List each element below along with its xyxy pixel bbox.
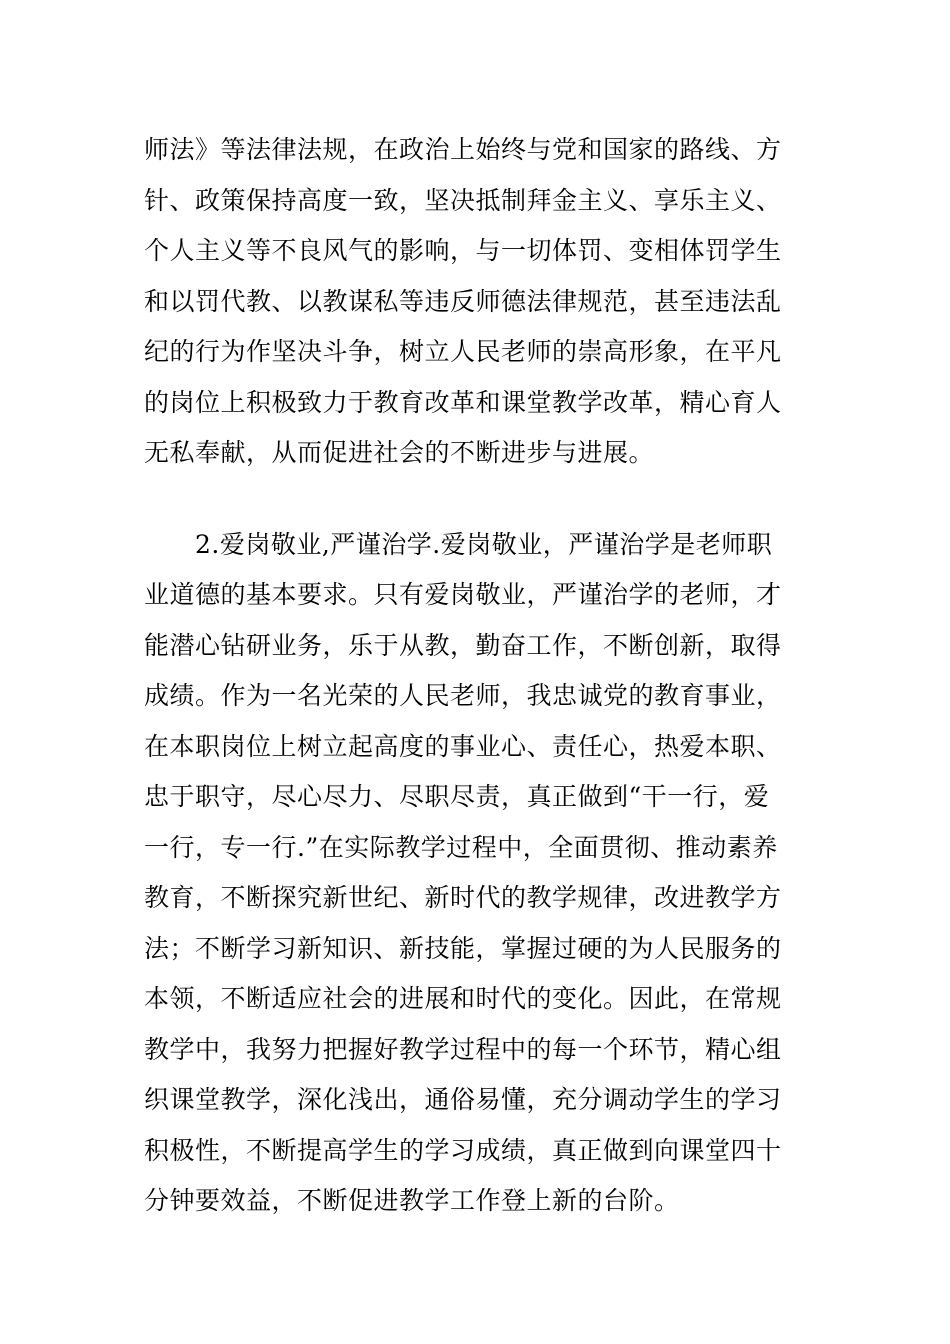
paragraph-line: 成绩。作为一名光荣的人民老师，我忠诚党的教育事业， (144, 681, 782, 710)
paragraph-line: 积极性，不断提高学生的学习成绩，真正做到向课堂四十 (144, 1136, 782, 1165)
paragraph-line: 在本职岗位上树立起高度的事业心、责任心，热爱本职、 (144, 732, 782, 761)
paragraph-line: 和以罚代教、以教谋私等违反师德法律规范，甚至违法乱 (144, 287, 782, 316)
paragraph-line: 本领，不断适应社会的进展和时代的变化。因此，在常规 (144, 984, 782, 1013)
paragraph-line: 针、政策保持高度一致，坚决抵制拜金主义、享乐主义、 (144, 186, 782, 215)
paragraph-line: 纪的行为作坚决斗争，树立人民老师的崇高形象，在平凡 (144, 337, 782, 366)
paragraph-line: 织课堂教学，深化浅出，通俗易懂，充分调动学生的学习 (144, 1085, 782, 1114)
paragraph-line: 能潜心钻研业务，乐于从教，勤奋工作，不断创新，取得 (144, 631, 782, 660)
paragraph-line: 个人主义等不良风气的影响，与一切体罚、变相体罚学生 (144, 236, 782, 265)
paragraph-line: 无私奉献，从而促进社会的不断进步与进展。 (144, 438, 655, 467)
paragraph-line: 教育，不断探究新世纪、新时代的教学规律，改进教学方 (144, 883, 782, 912)
paragraph-line: 法；不断学习新知识、新技能，掌握过硬的为人民服务的 (144, 934, 782, 963)
paragraph-line: 业道德的基本要求。只有爱岗敬业，严谨治学的老师，才 (144, 580, 782, 609)
paragraph-line: 一行，专一行.”在实际教学过程中，全面贯彻、推动素养 (144, 833, 778, 862)
paragraph-line: 师法》等法律法规，在政治上始终与党和国家的路线、方 (144, 135, 782, 164)
paragraph-line: 分钟要效益，不断促进教学工作登上新的台阶。 (144, 1186, 680, 1215)
paragraph-line: 忠于职守，尽心尽力、尽职尽责，真正做到“干一行，爱 (144, 782, 770, 811)
paragraph-line: 教学中，我努力把握好教学过程中的每一个环节，精心组 (144, 1035, 782, 1064)
paragraph-line: 的岗位上积极致力于教育改革和课堂教学改革，精心育人 (144, 388, 782, 417)
paragraph-line: 2.爱岗敬业,严谨治学.爱岗敬业，严谨治学是老师职 (195, 530, 773, 559)
